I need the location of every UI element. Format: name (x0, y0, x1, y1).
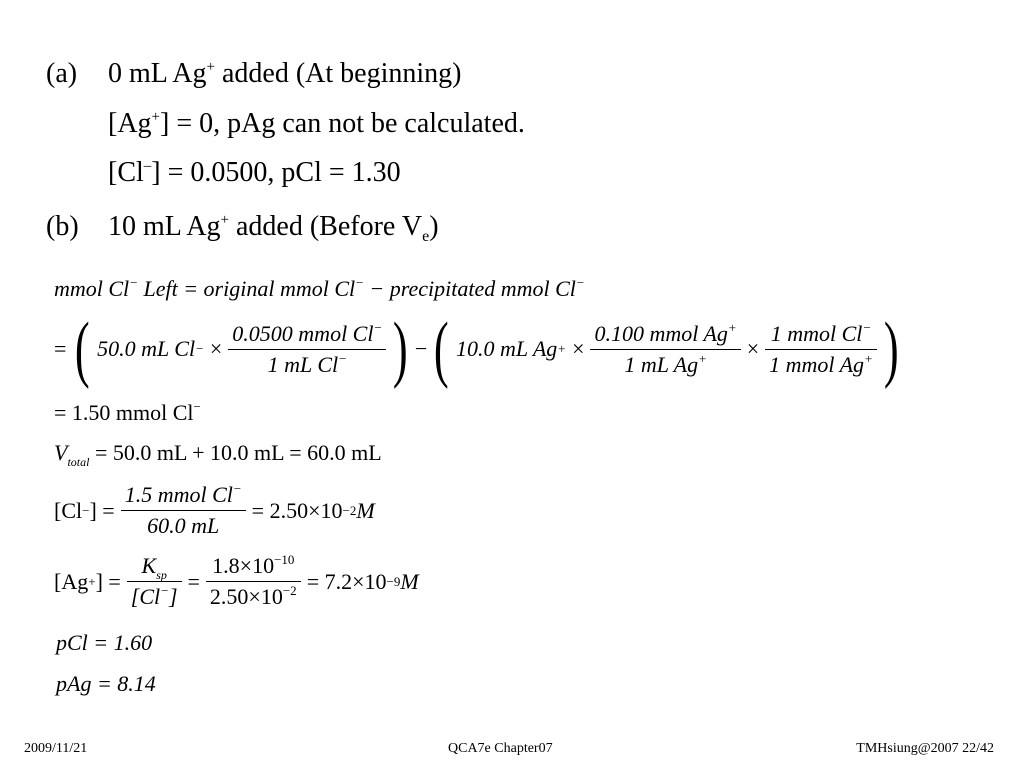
equation-ag-concentration: [Ag + ] = $\frac{K_{sp}}{[Cl^-]}$ = $\frac{1.8\times 10^{-10}}{2.50\times 10^{-2}}$ = 7.2×10 −9 M (54, 552, 419, 609)
section-b-title: 10 mL Ag+ added (Before $V_e$) (108, 211, 439, 245)
section-a-title: 0 mL Ag+ added (At beginning) (108, 58, 462, 89)
equation-pag: pAg = 8.14 (56, 671, 156, 696)
equation-v-total: $V_{total} = 50.0$ mL + 10.0 mL = 60.0 mL (54, 440, 382, 469)
footer-course: QCA7e Chapter07 (448, 741, 553, 756)
section-b-label: (b) (46, 211, 79, 242)
equation-result-mmol: = 1.50 mmol Cl− (54, 399, 201, 425)
equation-pcl: pCl = 1.60 (56, 630, 153, 655)
equation-cl-concentration: [Cl − ] = $\frac{1.5 mmol Cl^-}{60.0 mL}$ = 2.50×10 −2 M (54, 481, 375, 538)
footer-page: TMHsiung@2007 22/42 (856, 741, 994, 756)
equation-mmol-left: mmol Cl− Left = original mmol Cl− − precipitated mmol Cl− (54, 275, 585, 301)
section-a-line1: [Ag+] = 0, pAg can not be calculated. (108, 108, 525, 139)
equation-subtraction: = ( 50.0 mL Cl − × $\frac{0.0500 mmol Cl^-}{1 mL Cl^-}$ ) − ( 10.0 mL Ag + × $\frac{0.100 mmol Ag^+}{1 mL Ag^+}$ × $\frac{1 mmol Cl^-}{1 mmol Ag^+}$ ) (54, 308, 899, 390)
footer-date: 2009/11/21 (24, 741, 88, 756)
section-a-line2: [Cl–] = 0.0500, pCl = 1.30 (108, 157, 401, 188)
section-a-label: (a) (46, 58, 78, 89)
